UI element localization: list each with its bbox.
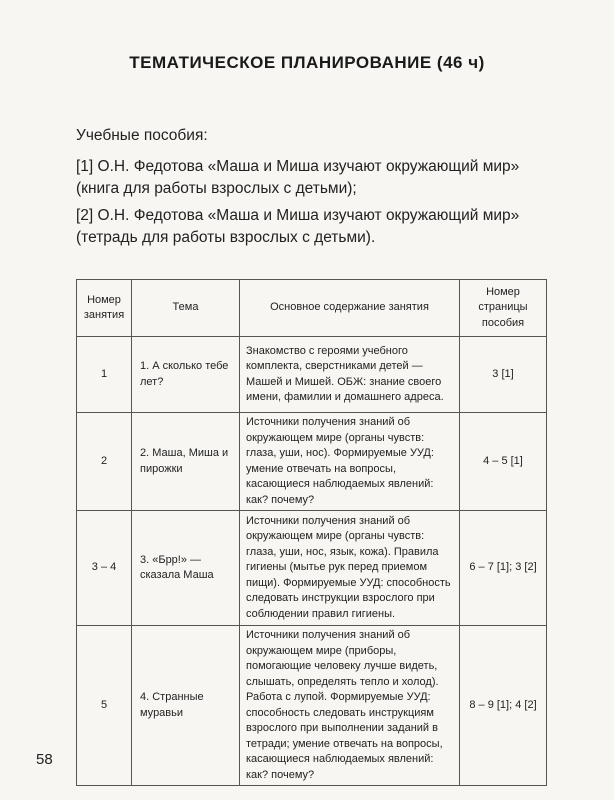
- textbook-reference-1: [1] О.Н. Федотова «Маша и Миша изучают окружающий мир» (книга для работы взрослых с детьми);: [76, 158, 520, 197]
- topic-cell: 4. Странные муравьи: [132, 626, 240, 786]
- table-header-row: [77, 280, 547, 337]
- content-cell: Источники получения знаний об окружающем мире (органы чувств: глаза, уши, нос, язык, кожа). Правила гигиены (мытье рук перед приемом пищи). Формируемые УУД: способность следовать инструкции взрослого при соблюдении правил гигиены.: [240, 511, 460, 626]
- table-row: [77, 626, 547, 786]
- topic-cell: 2. Маша, Миша и пирожки: [132, 413, 240, 511]
- content-cell: Знакомство с героями учебного комплекта, сверстниками детей — Машей и Мишей. ОБЖ: знание своего имени, фамилии и домашнего адреса.: [240, 337, 460, 413]
- thematic-plan-table: [76, 279, 547, 786]
- lesson-number-cell: 2: [77, 413, 132, 511]
- pages-cell: 4 – 5 [1]: [460, 413, 547, 511]
- textbook-reference-2: [2] О.Н. Федотова «Маша и Миша изучают окружающий мир» (тетрадь для работы взрослых с детьми).: [76, 207, 520, 246]
- content-cell: Источники получения знаний об окружающем мире (органы чувств: глаза, уши, нос). Формируемые УУД: умение отвечать на вопросы, касающиеся наблюдаемых явлений: как? почему?: [240, 413, 460, 511]
- topic-cell: 1. А сколько тебе лет?: [132, 337, 240, 413]
- lesson-number-cell: 5: [77, 626, 132, 786]
- lesson-number-cell: 3 – 4: [77, 511, 132, 626]
- pages-cell: 3 [1]: [460, 337, 547, 413]
- page-number: 58: [36, 751, 53, 768]
- textbooks-label: Учебные пособия:: [76, 127, 208, 144]
- header-lesson-number: Номер занятия: [77, 280, 132, 337]
- page-title: ТЕМАТИЧЕСКОЕ ПЛАНИРОВАНИЕ (46 ч): [129, 53, 485, 72]
- content-cell: Источники получения знаний об окружающем мире (приборы, помогающие человеку лучше видеть, слышать, определять тепло и холод). Работа с лупой. Формируемые УУД: способность следовать инструкциям взрослого при выполнении заданий в тетради; умение отвечать на вопросы, касающиеся наблюдаемых явлений: как? почему?: [240, 626, 460, 786]
- header-pages: Номер страницы пособия: [460, 280, 547, 337]
- topic-cell: 3. «Брр!» — сказала Маша: [132, 511, 240, 626]
- pages-cell: 6 – 7 [1]; 3 [2]: [460, 511, 547, 626]
- header-topic: Тема: [132, 280, 240, 337]
- lesson-number-cell: 1: [77, 337, 132, 413]
- pages-cell: 8 – 9 [1]; 4 [2]: [460, 626, 547, 786]
- table-row: [77, 413, 547, 511]
- table-row: [77, 337, 547, 413]
- table-row: [77, 511, 547, 626]
- header-content: Основное содержание занятия: [240, 280, 460, 337]
